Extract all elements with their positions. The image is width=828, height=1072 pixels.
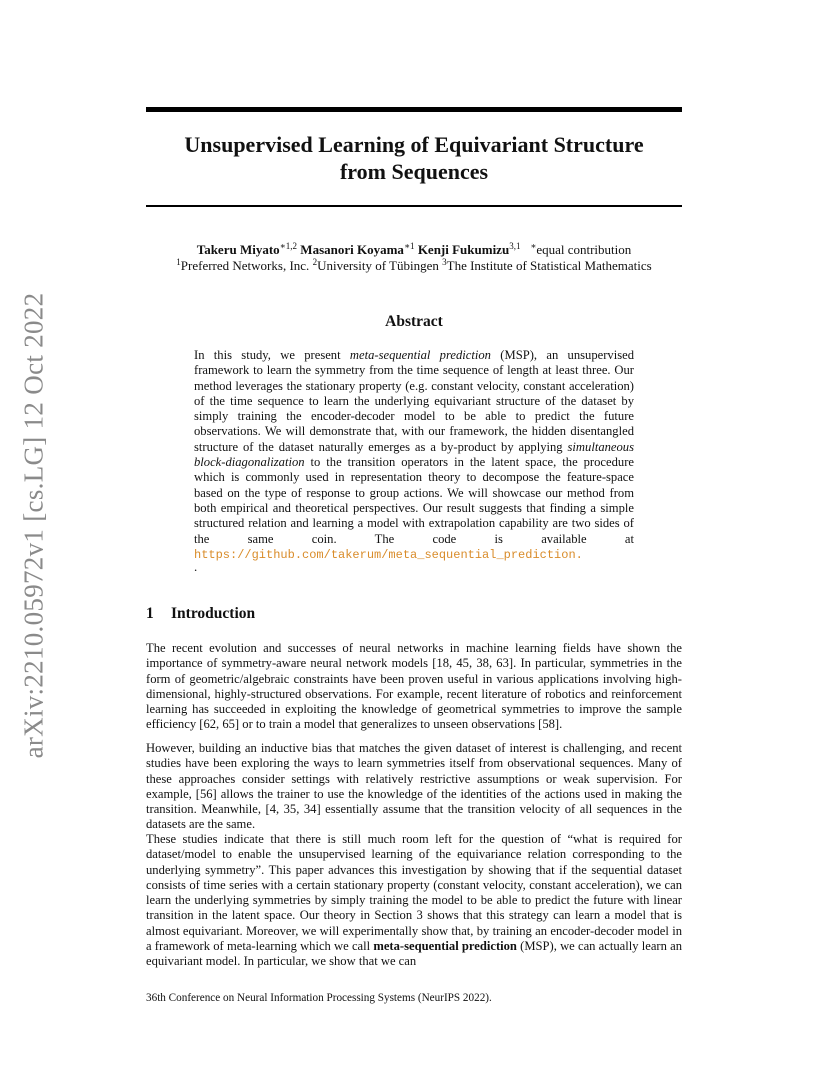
section-title: Introduction <box>171 605 256 622</box>
section-number: 1 <box>146 605 154 622</box>
intro-paragraph-1: The recent evolution and successes of neural networks in machine learning fields have shown the importance of symmetry-aware neural network models [18, 45, 38, 63]. In particular, symmetries in the form of geometric/algebraic constraints have been proven useful in various applications involving high-dimensional, highly-structured observations. For example, recent literature of robotics and reinforcement learning has succeeded in exploiting the knowledge of geometrical symmetries to improve the sample efficiency [62, 65] or to train a model that generalizes to unseen observations [58]. <box>146 641 682 732</box>
paper-title <box>146 131 682 185</box>
abstract-heading: Abstract <box>385 313 443 330</box>
abstract-text: (MSP), an unsupervised framework to learn the symmetry from the time sequence of length at least three. Our method leverages the stationary property (e.g. constant velocity, constant acceleration) of the time sequence to learn the underlying equivariant structure of the dataset by simply training the encoder-decoder model to be able to predict the future observations. We will demonstrate that, with our framework, the hidden disentangled structure of the dataset naturally emerges as a by-product by applying <box>194 348 635 454</box>
author-affiliation-mark: ∗1,2 <box>279 241 298 251</box>
author-name: Masanori Koyama <box>300 242 404 257</box>
abstract-text: In this study, we present <box>194 348 350 362</box>
affiliation: University of Tübingen <box>317 258 439 273</box>
paragraph-bold-term: meta-sequential prediction <box>373 939 517 954</box>
paragraph-text: These studies indicate that there is still much room left for the question of “what is required for dataset/model to enable the unsupervised learning of the equivariance relation corresponding to the underlying symmetry”. This paper advances this investigation by showing that if the sequential dataset consists of time series with a certain stationary property (constant velocity, constant acceleration), we can learn the underlying symmetries by simply training the model to be able to predict the future with linear transition in the latent space. Our theory in Section 3 shows that this strategy can learn a model that is almost equivariant. Moreover, we will experimentally show that, by training an encoder-decoder model in a framework of meta-learning which we call <box>146 832 682 954</box>
author-affiliation-mark: ∗1 <box>403 241 415 251</box>
conference-footnote: 36th Conference on Neural Information Processing Systems (NeurIPS 2022). <box>146 992 492 1004</box>
arxiv-identifier-stamp <box>8 290 60 760</box>
paper-title-line-2: from Sequences <box>339 159 489 184</box>
author-name: Takeru Miyato <box>196 242 280 257</box>
paper-title-line-1: Unsupervised Learning of Equivariant Structure <box>184 132 644 157</box>
intro-paragraph-3 <box>146 832 682 970</box>
affiliation: Preferred Networks, Inc. <box>180 258 310 273</box>
affiliation-mark: 3 <box>442 257 447 267</box>
code-repository-link[interactable]: https://github.com/takerum/meta_sequential_prediction. <box>194 547 583 562</box>
author-names-line <box>146 242 682 258</box>
section-heading-introduction <box>146 605 682 623</box>
affiliation-mark: 2 <box>312 257 318 267</box>
author-name: Kenji Fukumizu <box>417 242 510 257</box>
equal-contribution-mark: ∗ <box>530 241 537 251</box>
abstract-emphasis: simultaneous block-diagonalization <box>194 439 634 470</box>
abstract-body <box>194 348 634 563</box>
affiliation-mark: 1 <box>176 257 181 267</box>
abstract-emphasis: meta-sequential prediction <box>349 348 491 362</box>
affiliation: The Institute of Statistical Mathematics <box>446 258 652 273</box>
abstract-text: to the transition operators in the latent space, the procedure which is commonly used in representation theory to decompose the feature-space based on the type of response to group actions. We will showcase our method from both empirical and theoretical perspectives. Our result suggests that finding a simple structured relation and learning a model with extrapolation capability are two sides of the same coin. The code is available at <box>194 455 634 546</box>
author-block <box>146 242 682 274</box>
equal-contribution-note: equal contribution <box>536 242 632 257</box>
title-bottom-rule <box>146 205 682 207</box>
author-affiliation-mark: 3,1 <box>509 241 521 251</box>
abstract-trailing-dot: . <box>194 559 198 574</box>
paragraph-text: (MSP), we can actually learn an equivariant model. In particular, we show that we can <box>146 939 682 969</box>
affiliations-line <box>146 258 682 274</box>
arxiv-identifier-text: arXiv:2210.05972v1 [cs.LG] 12 Oct 2022 <box>18 292 49 758</box>
title-top-rule <box>146 107 682 112</box>
intro-paragraph-2: However, building an inductive bias that matches the given dataset of interest is challenging, and recent studies have been exploring the ways to learn symmetries itself from observational sequences. Many of these approaches consider settings with relatively restrictive assumptions or weak supervision. For example, [56] allows the trainer to use the knowledge of the identities of the actions used in making the transition. Meanwhile, [4, 35, 34] essentially assume that the transition velocity of all sequences in the datasets are the same. <box>146 741 682 832</box>
